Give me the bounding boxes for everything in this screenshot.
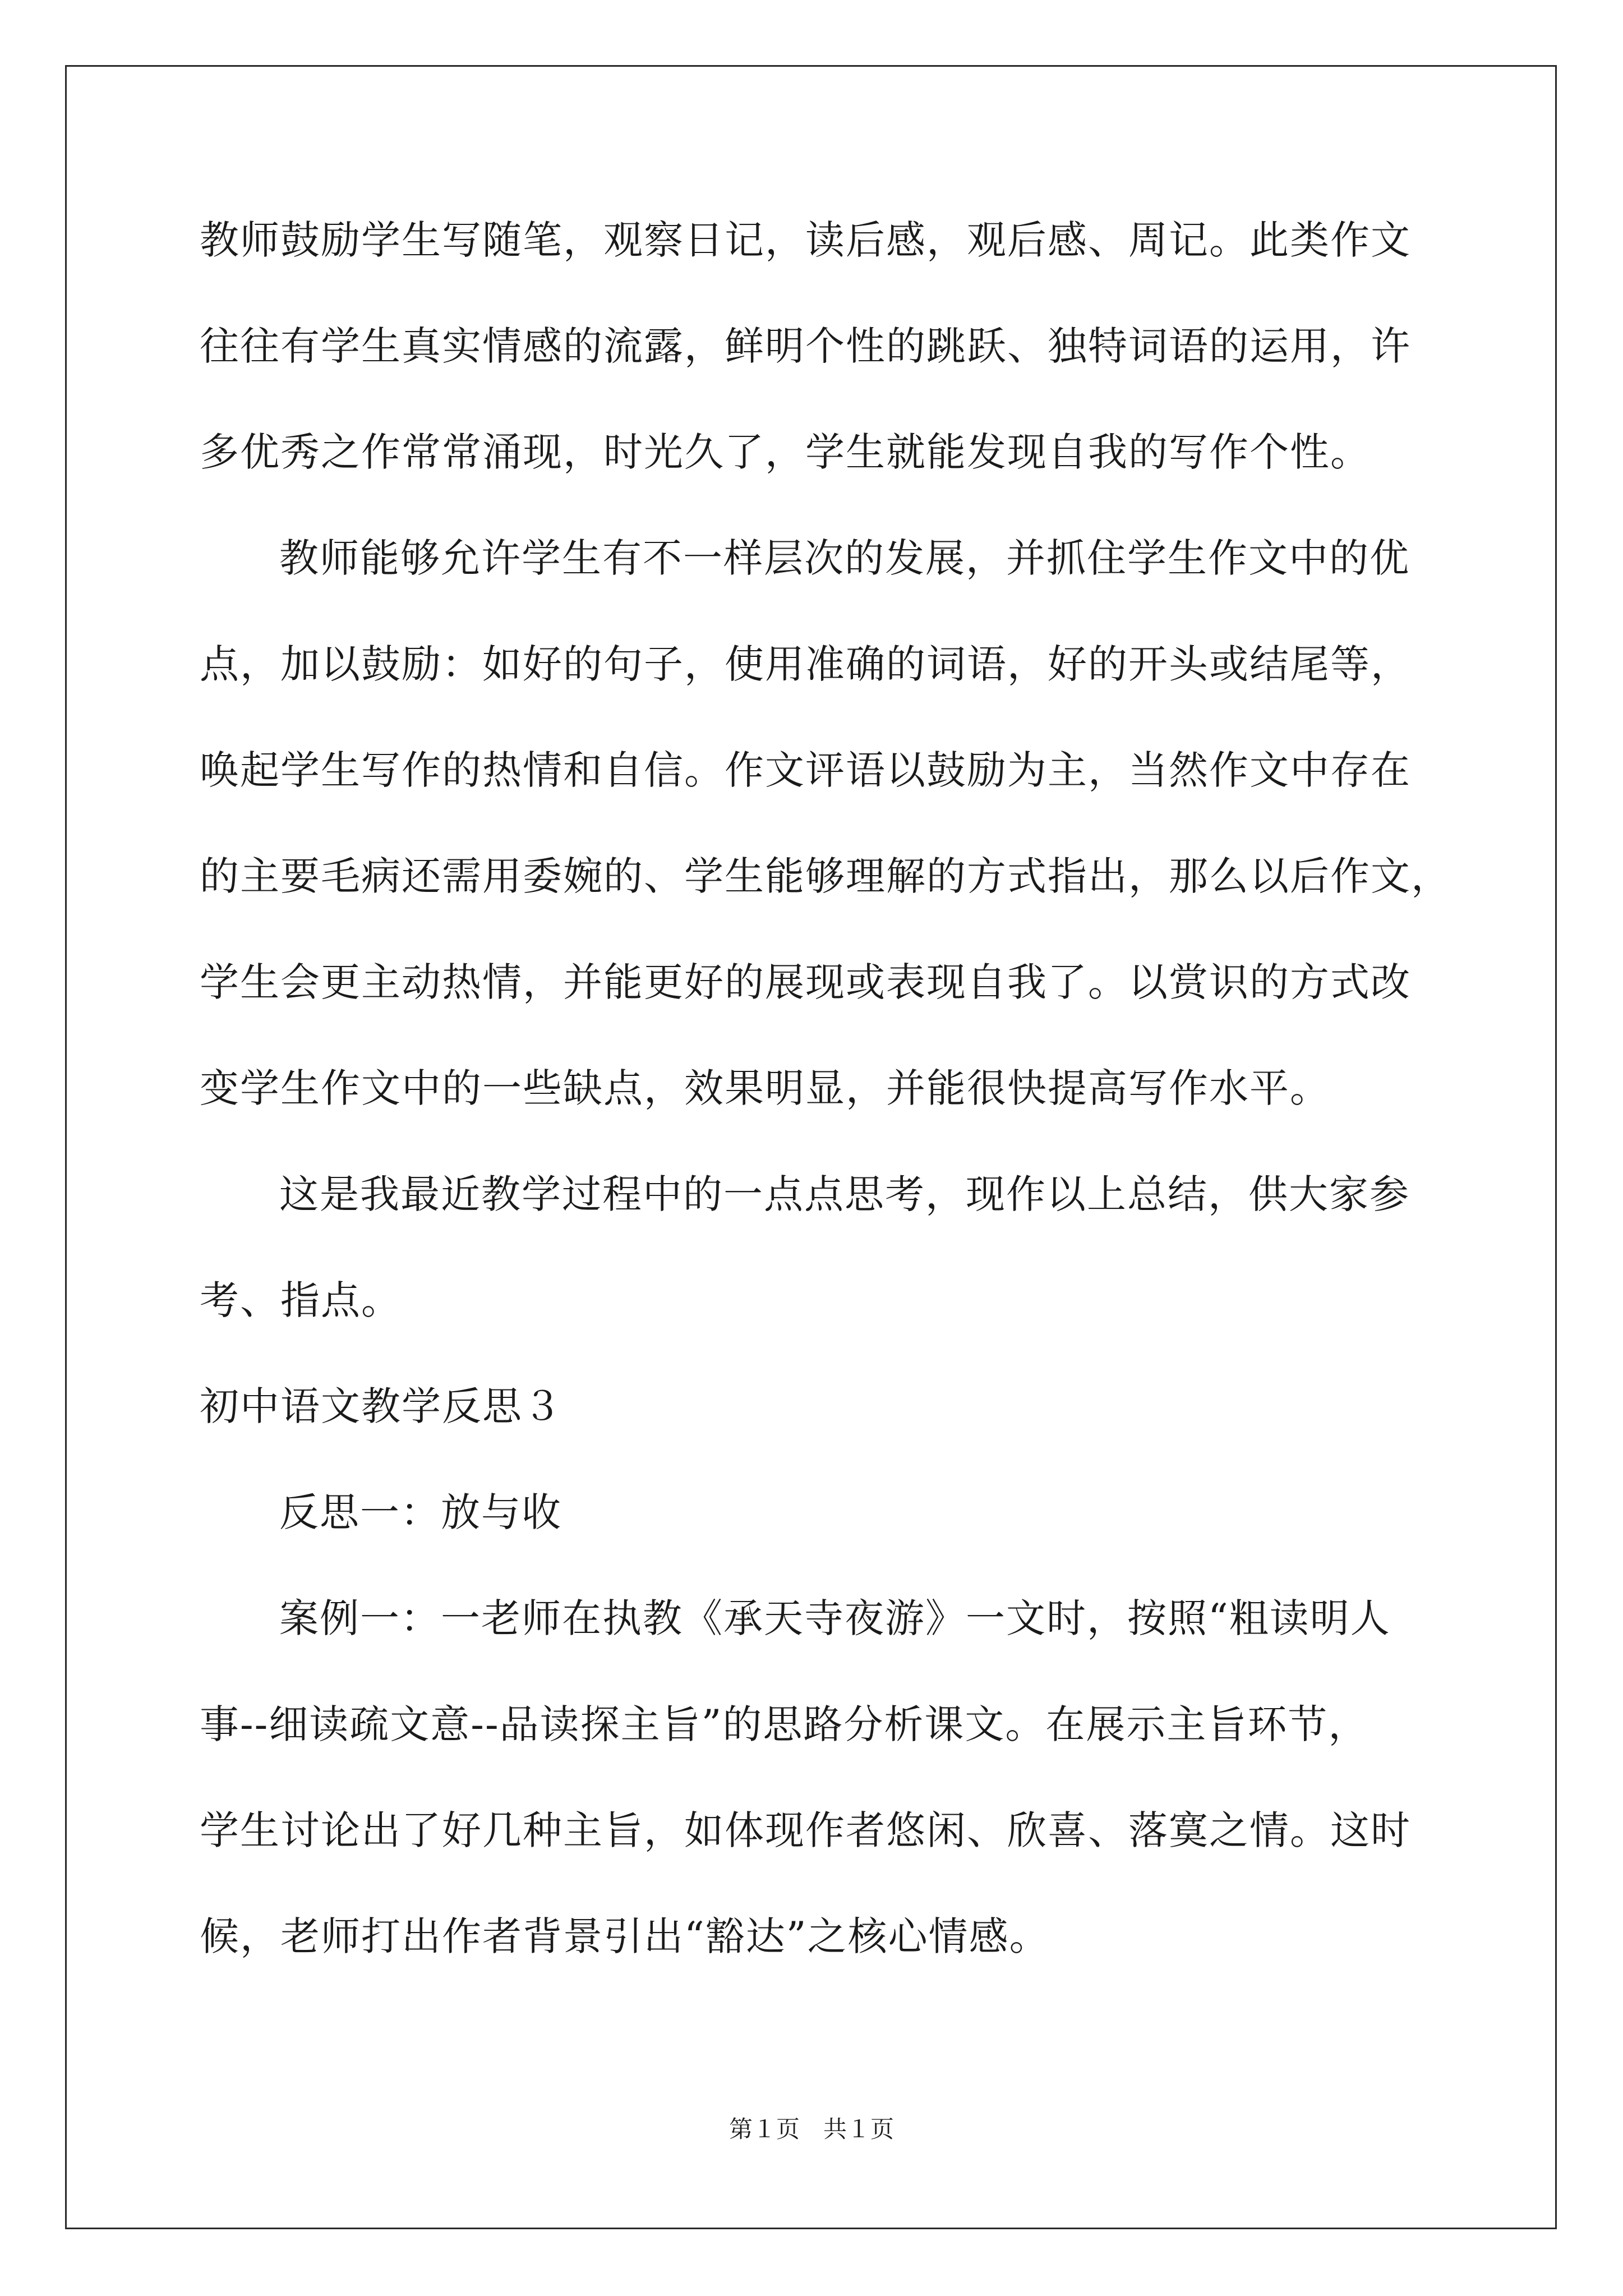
section-heading: 初中语文教学反思３ <box>200 1383 563 1429</box>
text-line: 的主要毛病还需用委婉的、学生能够理解的方式指出，那么以后作文， <box>200 853 1451 899</box>
text-line: 事--细读疏文意--品读探主旨”的思路分析课文。在展示主旨环节， <box>200 1701 1369 1747</box>
text-line: 教师鼓励学生写随笔，观察日记，读后感，观后感、周记。此类作文 <box>200 217 1411 263</box>
text-line: 往往有学生真实情感的流露，鲜明个性的跳跃、独特词语的运用，许 <box>200 323 1411 369</box>
page-number-footer: 第１页 共１页 <box>728 2115 894 2143</box>
text-line: 学生会更主动热情，并能更好的展现或表现自我了。以赏识的方式改 <box>200 959 1411 1005</box>
text-line: 教师能够允许学生有不一样层次的发展，并抓住学生作文中的优 <box>279 535 1410 581</box>
subsection-heading: 反思一：放与收 <box>279 1489 562 1535</box>
text-line: 唤起学生写作的热情和自信。作文评语以鼓励为主，当然作文中存在 <box>200 747 1411 793</box>
text-line: 多优秀之作常常涌现，时光久了，学生就能发现自我的写作个性。 <box>200 429 1371 475</box>
page-border <box>65 65 1557 2229</box>
text-line: 这是我最近教学过程中的一点点思考，现作以上总结，供大家参 <box>279 1171 1410 1217</box>
text-line: 学生讨论出了好几种主旨，如体现作者悠闲、欣喜、落寞之情。这时 <box>200 1807 1411 1853</box>
text-line: 案例一：一老师在执教《承天寺夜游》一文时，按照“粗读明人 <box>279 1595 1391 1641</box>
text-line: 候，老师打出作者背景引出“豁达”之核心情感。 <box>200 1913 1050 1959</box>
text-line: 考、指点。 <box>200 1277 402 1323</box>
text-line: 变学生作文中的一些缺点，效果明显，并能很快提高写作水平。 <box>200 1065 1330 1111</box>
text-line: 点，加以鼓励：如好的句子，使用准确的词语，好的开头或结尾等， <box>200 641 1411 687</box>
